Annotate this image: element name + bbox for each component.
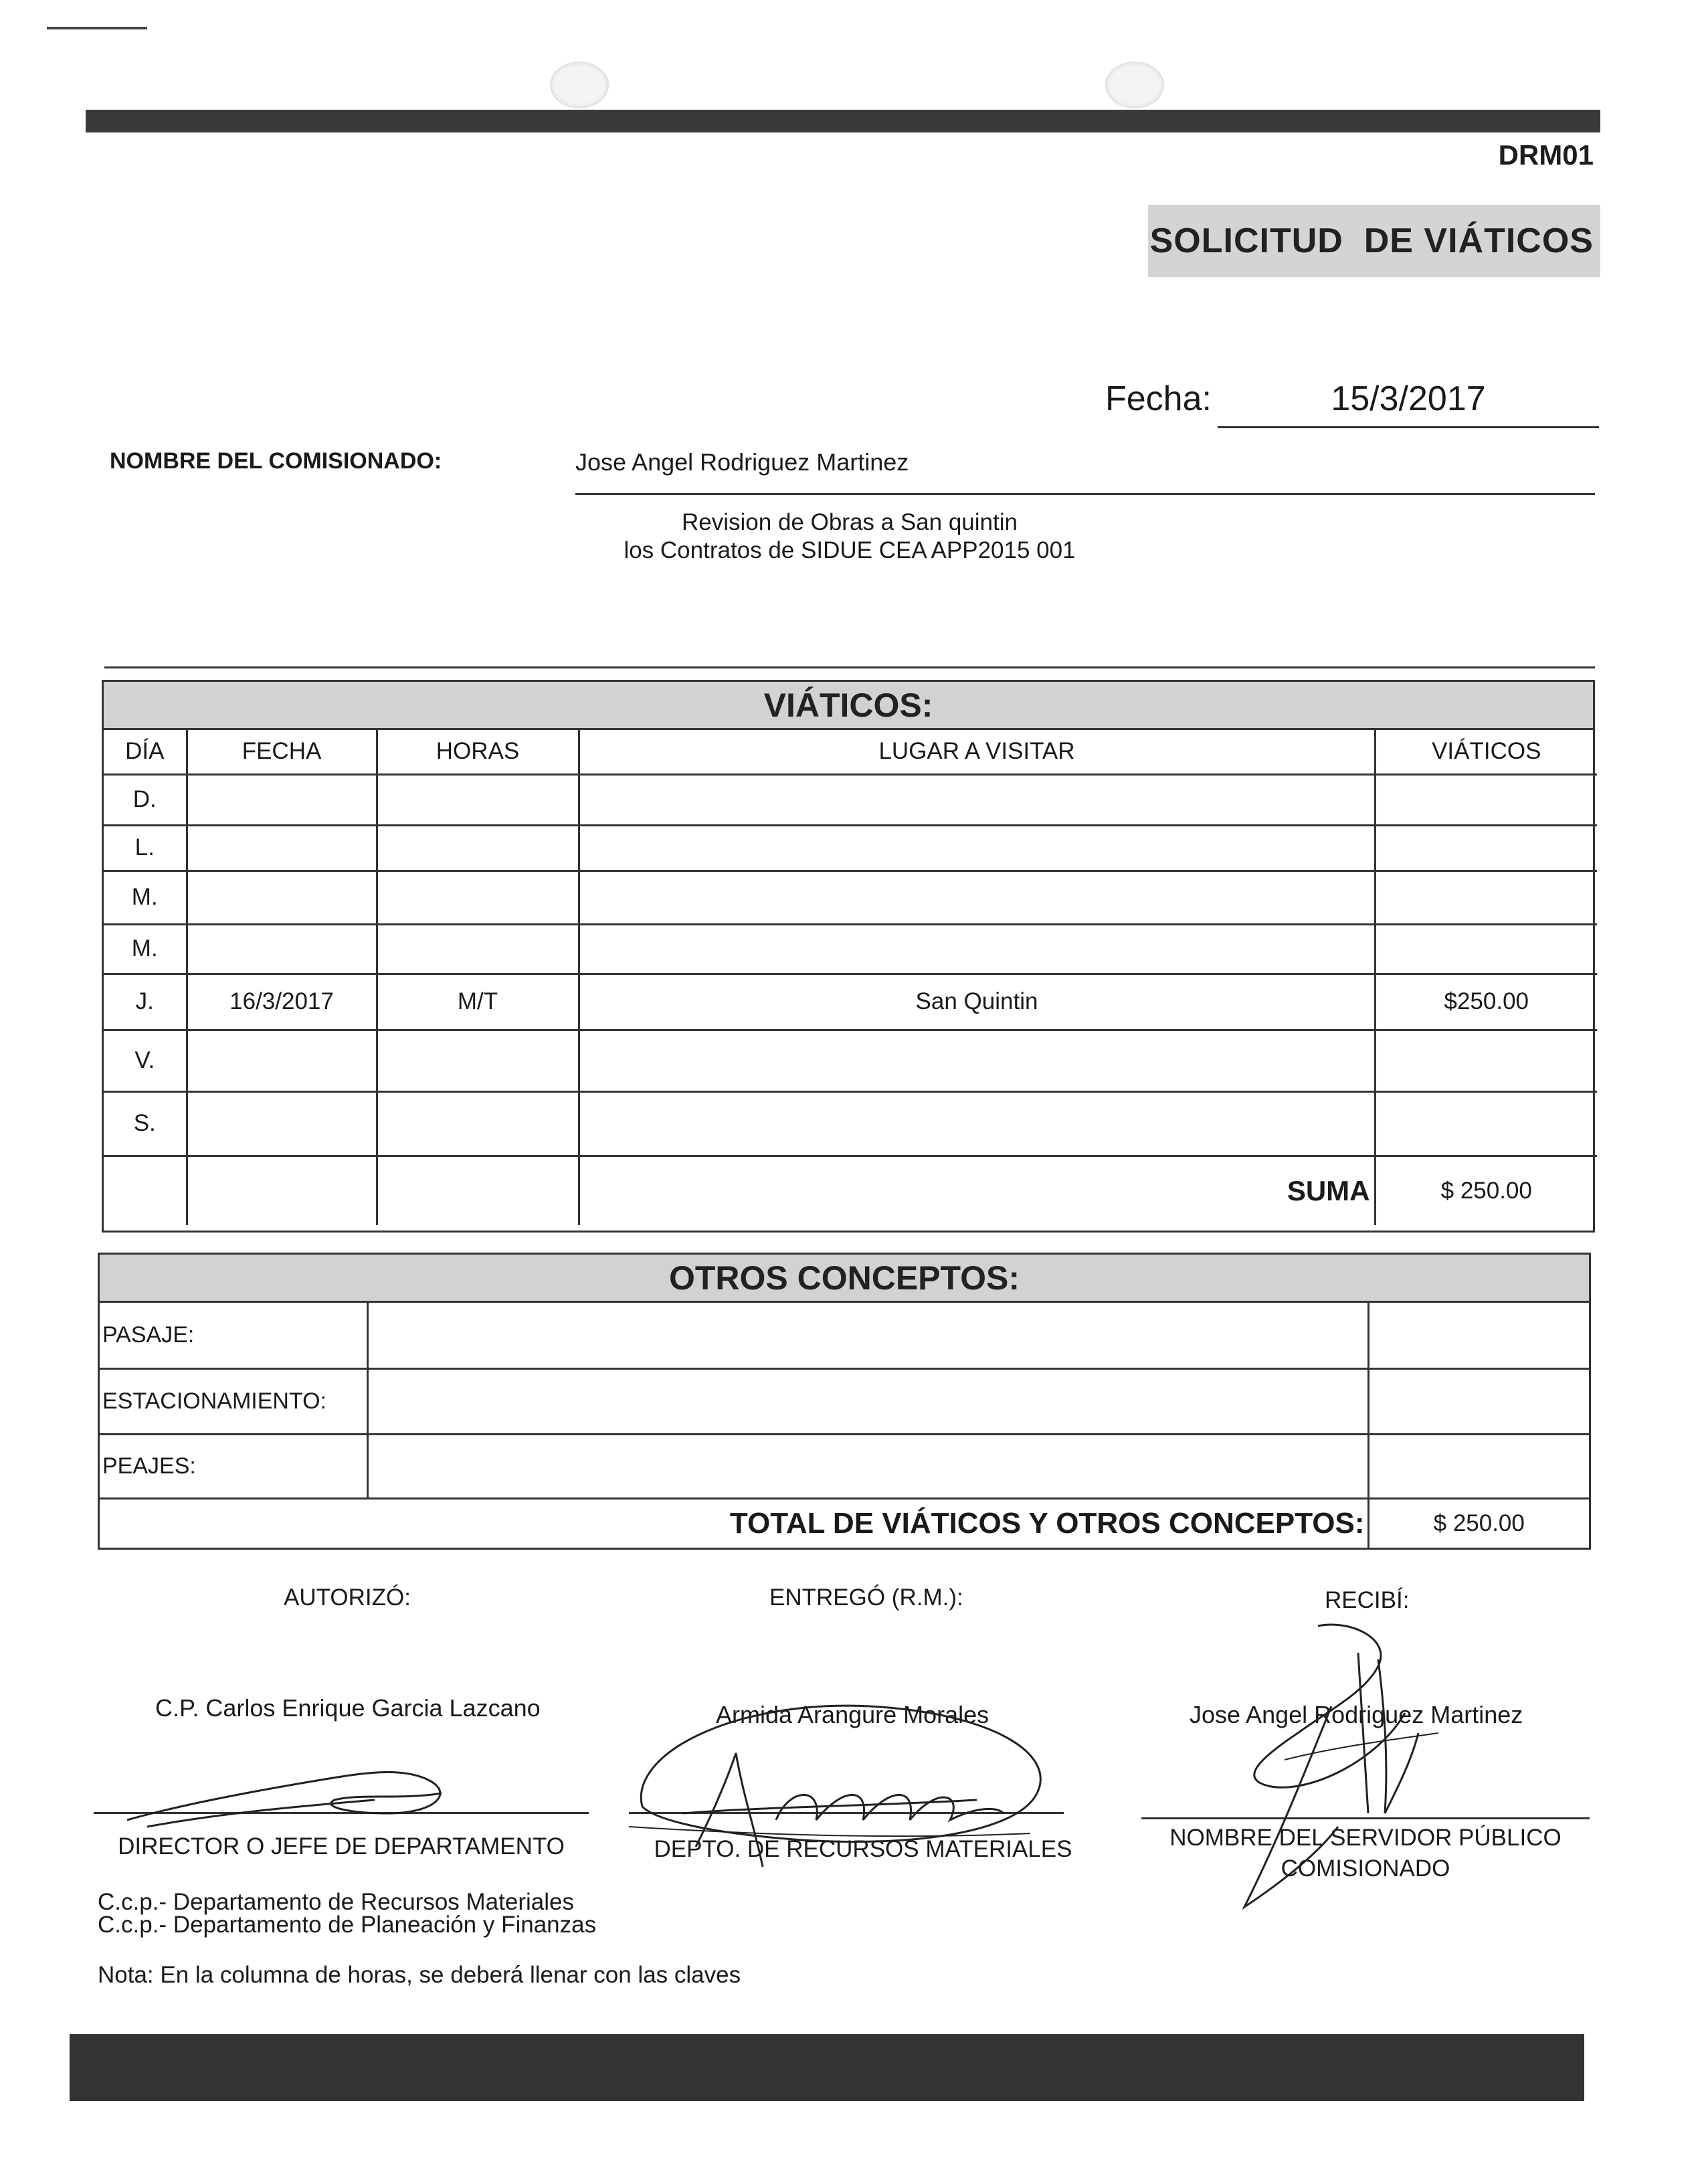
ccp-block: [98, 1891, 596, 1936]
viaticos-cell[interactable]: [1375, 825, 1597, 871]
comisionado-label: NOMBRE DEL COMISIONADO:: [110, 448, 442, 474]
estacionamiento-value[interactable]: [1368, 1368, 1589, 1434]
lugar-cell[interactable]: [579, 1091, 1375, 1156]
empty-cell: [187, 1156, 377, 1225]
horas-cell[interactable]: [377, 924, 579, 974]
recibi-role-line-1: NOMBRE DEL SERVIDOR PÚBLICO: [1169, 1825, 1562, 1851]
lugar-cell[interactable]: [579, 924, 1375, 974]
viaticos-cell[interactable]: $250.00: [1375, 974, 1597, 1030]
horas-cell[interactable]: [377, 825, 579, 871]
entrego-label: ENTREGÓ (R.M.):: [769, 1584, 963, 1611]
fecha-cell[interactable]: [187, 774, 377, 825]
empty-cell: [104, 1156, 187, 1225]
lugar-cell[interactable]: San Quintin: [579, 974, 1375, 1030]
empty-cell: [377, 1156, 579, 1225]
lugar-cell[interactable]: [579, 774, 1375, 825]
fecha-cell[interactable]: [187, 1091, 377, 1156]
lugar-cell[interactable]: [579, 1030, 1375, 1091]
horas-cell[interactable]: [377, 1030, 579, 1091]
table-row: [104, 871, 1597, 924]
peajes-detail-cell[interactable]: [367, 1434, 1368, 1498]
viaticos-cell[interactable]: [1375, 774, 1597, 825]
viaticos-cell[interactable]: [1375, 1091, 1597, 1156]
estacionamiento-detail-cell[interactable]: [367, 1368, 1368, 1434]
lugar-cell[interactable]: [579, 825, 1375, 871]
fecha-cell[interactable]: [187, 924, 377, 974]
total-row: [100, 1498, 1589, 1548]
pasaje-detail-cell[interactable]: [367, 1303, 1368, 1368]
punch-hole-left: [550, 62, 609, 108]
col-header-fecha: FECHA: [187, 730, 377, 774]
autorizo-label: AUTORIZÓ:: [284, 1584, 411, 1611]
pasaje-value[interactable]: [1368, 1303, 1589, 1368]
comisionado-field[interactable]: Jose Angel Rodriguez Martinez: [575, 448, 1595, 495]
table-row: [104, 1030, 1597, 1091]
pasaje-label: PASAJE:: [100, 1303, 367, 1368]
viaticos-cell[interactable]: [1375, 1030, 1597, 1091]
form-title: SOLICITUD DE VIÁTICOS: [1149, 221, 1594, 260]
peajes-label: PEAJES:: [100, 1434, 367, 1498]
scan-mark: [47, 27, 147, 29]
horas-cell[interactable]: [377, 1091, 579, 1156]
recibi-signature: [1218, 1613, 1472, 1927]
table-row: [104, 974, 1597, 1030]
viaticos-header: [104, 682, 1593, 730]
motivo-line-1: Revision de Obras a San quintin: [682, 509, 1018, 535]
dia-cell: J.: [104, 974, 187, 1030]
dia-cell: L.: [104, 825, 187, 871]
punch-hole-right: [1105, 62, 1164, 108]
viaticos-cell[interactable]: [1375, 871, 1597, 924]
table-row: [104, 774, 1597, 825]
dia-cell: M.: [104, 924, 187, 974]
autorizo-role: DIRECTOR O JEFE DE DEPARTAMENTO: [118, 1833, 565, 1859]
suma-label: SUMA: [579, 1156, 1375, 1225]
otros-conceptos-title: OTROS CONCEPTOS:: [668, 1259, 1020, 1297]
col-header-viaticos: VIÁTICOS: [1375, 730, 1597, 774]
suma-row: [104, 1156, 1597, 1225]
recibi-name: Jose Angel Rodriguez Martinez: [1190, 1701, 1523, 1728]
autorizo-name: C.P. Carlos Enrique Garcia Lazcano: [155, 1694, 541, 1722]
form-title-box: [1148, 205, 1600, 277]
dia-cell: M.: [104, 871, 187, 924]
table-row: [104, 825, 1597, 871]
col-header-horas: HORAS: [377, 730, 579, 774]
motivo-text: [575, 509, 1124, 565]
fecha-cell[interactable]: [187, 871, 377, 924]
total-label: TOTAL DE VIÁTICOS Y OTROS CONCEPTOS:: [100, 1498, 1368, 1548]
table-row: [100, 1368, 1589, 1434]
dia-cell: D.: [104, 774, 187, 825]
ccp-line-2: C.c.p.- Departamento de Planeación y Finanzas: [98, 1912, 597, 1938]
autorizo-signature: [120, 1753, 482, 1833]
lugar-cell[interactable]: [579, 871, 1375, 924]
total-value: $ 250.00: [1368, 1498, 1589, 1548]
header-bar: [86, 110, 1600, 132]
estacionamiento-label: ESTACIONAMIENTO:: [100, 1368, 367, 1434]
recibi-role-line-2: COMISIONADO: [1281, 1855, 1450, 1882]
separator-line: [104, 666, 1595, 668]
horas-cell[interactable]: M/T: [377, 974, 579, 1030]
form-code: DRM01: [1498, 139, 1594, 171]
entrego-signature: [602, 1673, 1084, 1874]
fecha-cell[interactable]: [187, 825, 377, 871]
table-row: [104, 924, 1597, 974]
viaticos-table: [104, 730, 1597, 1225]
footer-bar: [70, 2034, 1584, 2101]
table-row: [104, 1091, 1597, 1156]
suma-value: $ 250.00: [1375, 1156, 1597, 1225]
otros-conceptos-table: [100, 1303, 1589, 1548]
peajes-value[interactable]: [1368, 1434, 1589, 1498]
viaticos-section: [102, 680, 1595, 1233]
entrego-role: DEPTO. DE RECURSOS MATERIALES: [654, 1836, 1072, 1862]
recibi-label: RECIBÍ:: [1325, 1587, 1410, 1613]
ccp-line-1: C.c.p.- Departamento de Recursos Materiales: [98, 1889, 574, 1915]
table-row: [100, 1303, 1589, 1368]
motivo-line-2: los Contratos de SIDUE CEA APP2015 001: [624, 537, 1076, 563]
nota-text: Nota: En la columna de horas, se deberá llenar con las claves: [98, 1962, 741, 1988]
otros-conceptos-header: [100, 1255, 1589, 1303]
fecha-field[interactable]: 15/3/2017: [1218, 379, 1599, 428]
dia-cell: V.: [104, 1030, 187, 1091]
otros-conceptos-section: [98, 1253, 1591, 1550]
table-row: [100, 1434, 1589, 1498]
entrego-name: Armida Arangure Morales: [716, 1701, 989, 1728]
viaticos-header-row: [104, 730, 1597, 774]
dia-cell: S.: [104, 1091, 187, 1156]
col-header-dia: DÍA: [104, 730, 187, 774]
col-header-lugar: LUGAR A VISITAR: [579, 730, 1375, 774]
horas-cell[interactable]: [377, 774, 579, 825]
horas-cell[interactable]: [377, 871, 579, 924]
fecha-label: Fecha:: [1105, 379, 1212, 418]
viaticos-cell[interactable]: [1375, 924, 1597, 974]
fecha-cell[interactable]: 16/3/2017: [187, 974, 377, 1030]
fecha-cell[interactable]: [187, 1030, 377, 1091]
viaticos-title: VIÁTICOS:: [763, 686, 933, 724]
